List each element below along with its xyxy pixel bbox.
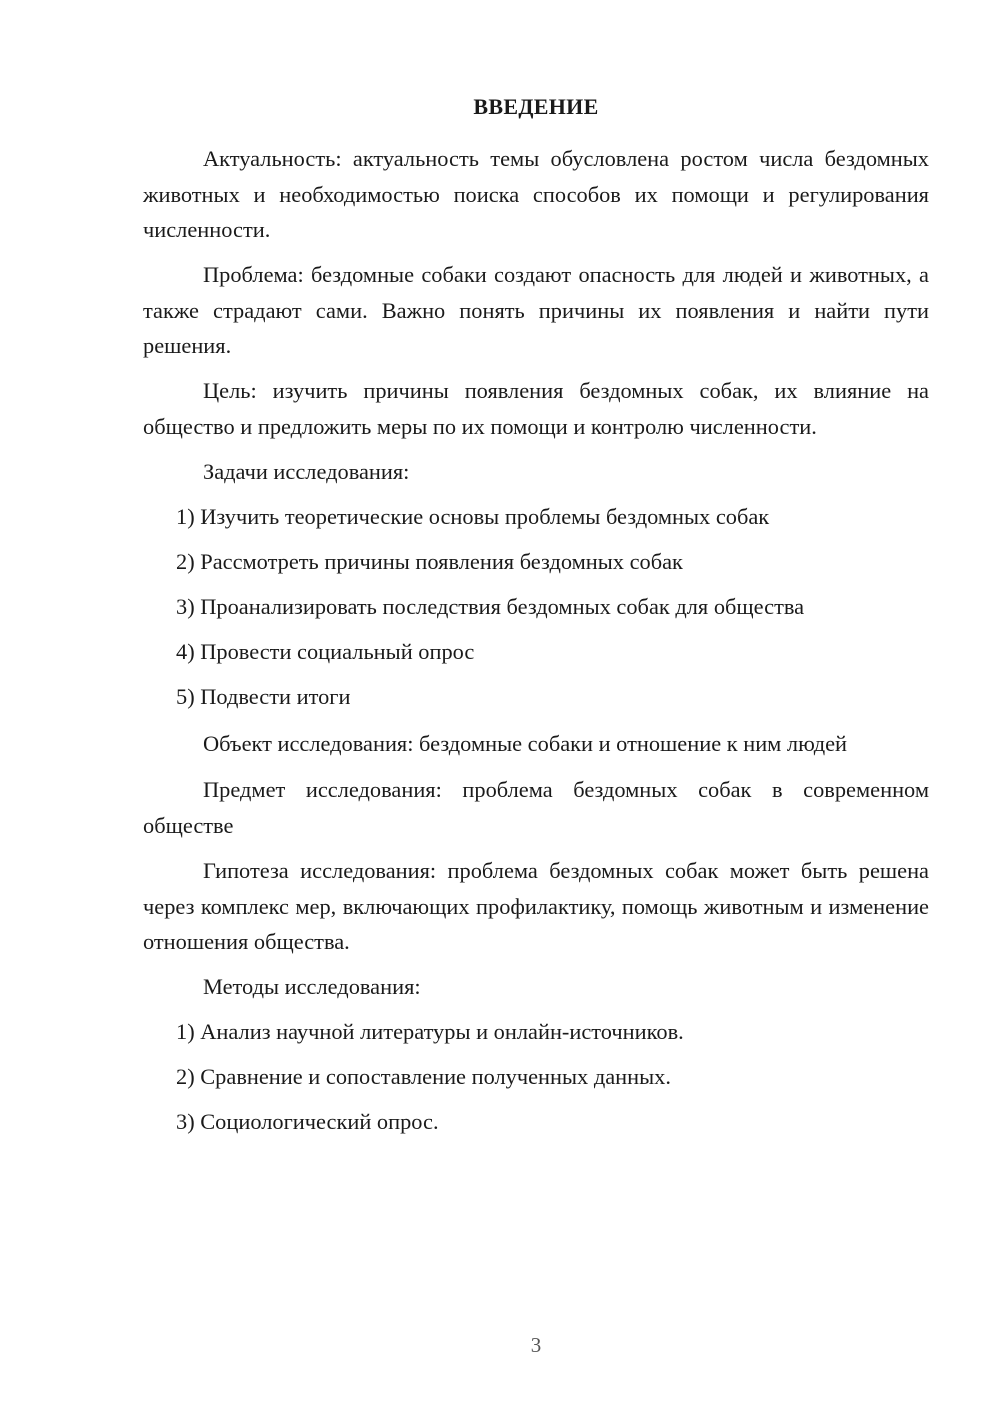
- goal-paragraph: Цель: изучить причины появления бездомных собак, их влияние на общество и предложить меры по их помощи и контролю численности.: [143, 378, 929, 439]
- hypothesis-paragraph: Гипотеза исследования: проблема бездомных собак может быть решена через комплекс мер, включающих профилактику, помощь животным и изменение отношения общества.: [143, 858, 929, 954]
- task-item-2: 2) Рассмотреть причины появления бездомных собак: [176, 549, 683, 574]
- methods-heading: Методы исследования:: [203, 974, 421, 999]
- task-item-4: 4) Провести социальный опрос: [176, 639, 475, 664]
- task-item-5: 5) Подвести итоги: [176, 684, 351, 709]
- page-heading: ВВЕДЕНИЕ: [473, 94, 599, 119]
- task-item-1: 1) Изучить теоретические основы проблемы бездомных собак: [176, 504, 770, 529]
- subject-paragraph: Предмет исследования: проблема бездомных собак в современном обществе: [143, 777, 929, 838]
- task-item-3: 3) Проанализировать последствия бездомных собак для общества: [176, 594, 805, 619]
- object-paragraph: Объект исследования: бездомные собаки и отношение к ним людей: [203, 731, 848, 756]
- method-item-2: 2) Сравнение и сопоставление полученных данных.: [176, 1064, 671, 1089]
- method-item-3: 3) Социологический опрос.: [176, 1109, 439, 1134]
- method-item-1: 1) Анализ научной литературы и онлайн-источников.: [176, 1019, 684, 1044]
- tasks-heading: Задачи исследования:: [203, 459, 410, 484]
- page-number: 3: [530, 1333, 542, 1357]
- problem-paragraph: Проблема: бездомные собаки создают опасность для людей и животных, а также страдают сами. Важно понять причины их появления и найти пути решения.: [143, 262, 929, 358]
- relevance-paragraph: Актуальность: актуальность темы обусловлена ростом числа бездомных животных и необходимостью поиска способов их помощи и регулирования численности.: [143, 146, 929, 242]
